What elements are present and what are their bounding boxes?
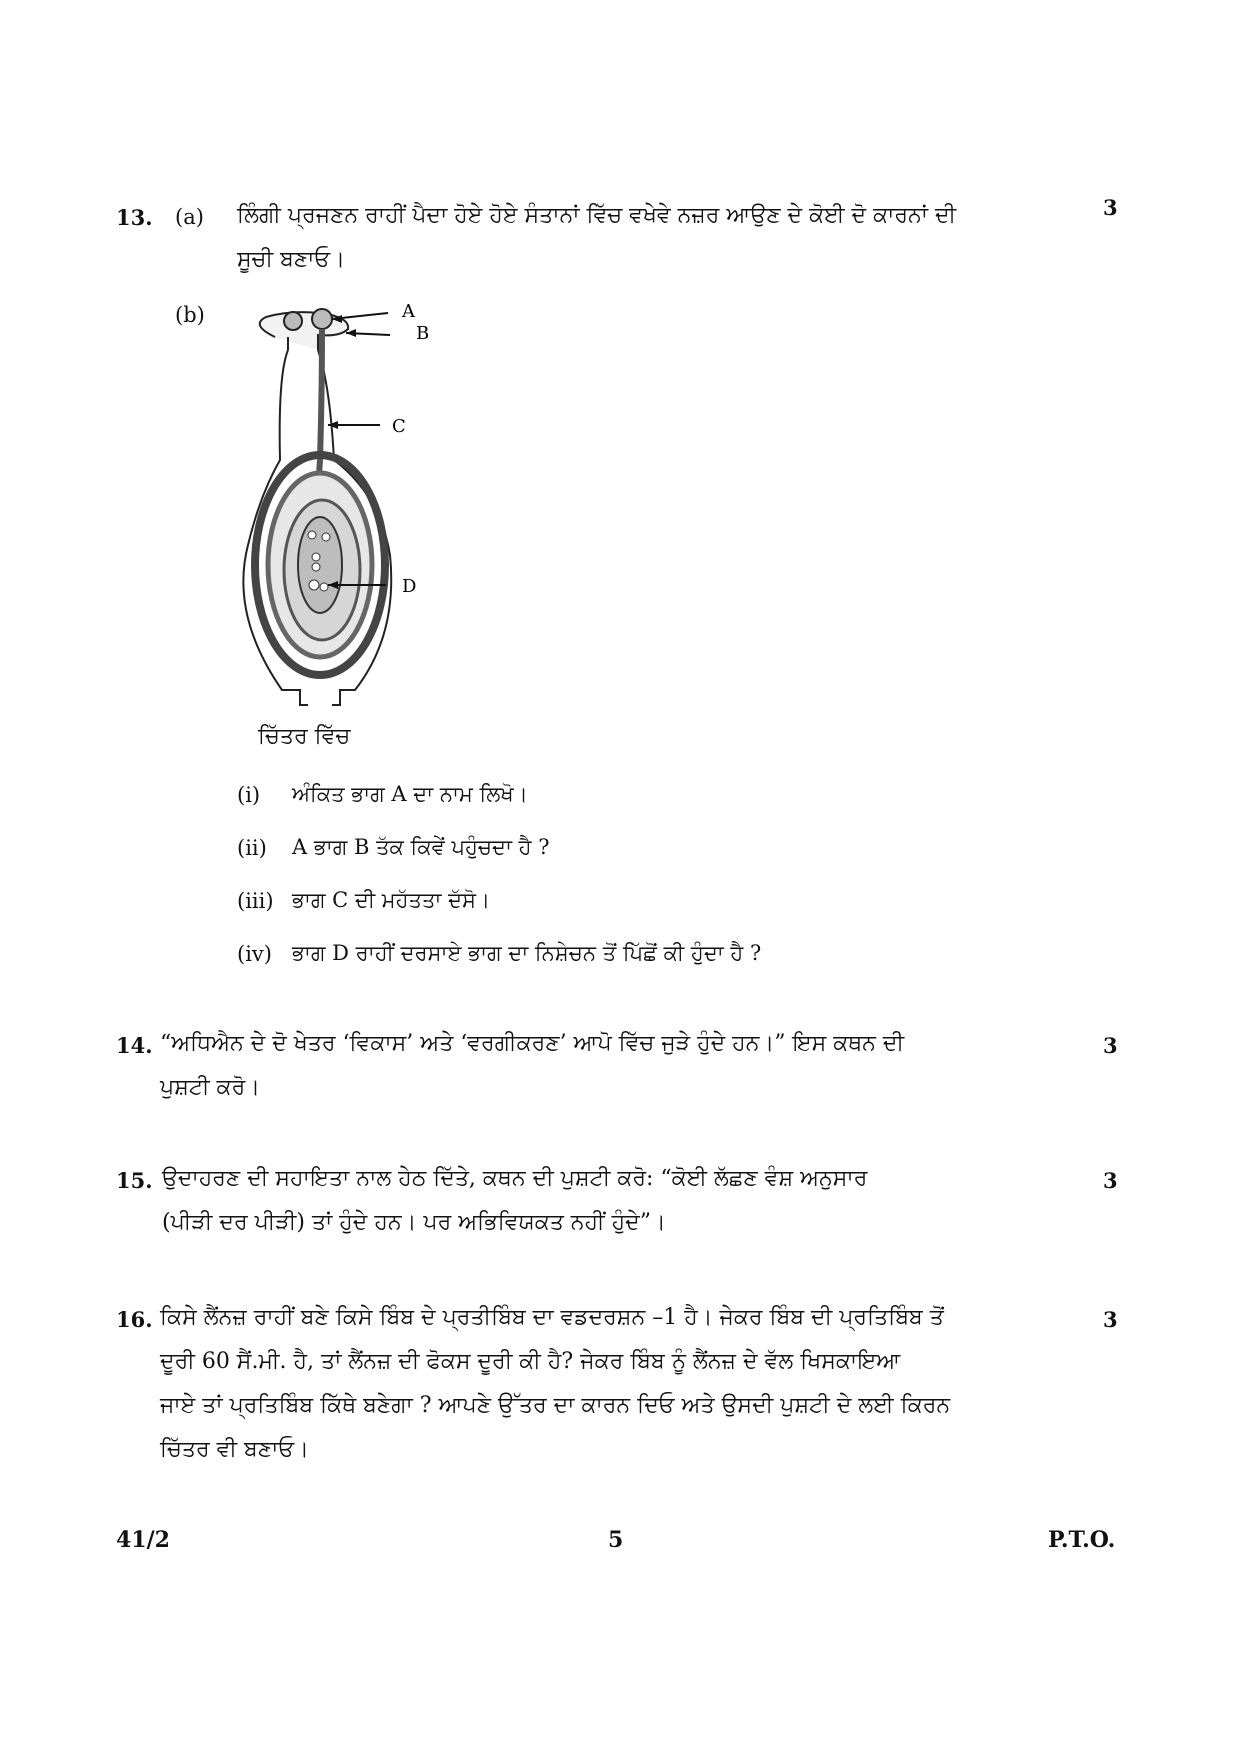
- please-turn-over: P.T.O.: [1048, 1527, 1116, 1553]
- q15-line2: (ਪੀੜੀ ਦਰ ਪੀੜੀ) ਤਾਂ ਹੁੰਦੇ ਹਨ। ਪਰ ਅਭਿਵਿਯਕਤ ਨਹੀਂ ਹੁੰਦੇ”।: [162, 1210, 666, 1235]
- subquestion-text: ਭਾਗ D ਰਾਹੀਂ ਦਰਸਾਏ ਭਾਗ ਦਾ ਨਿਸ਼ੇਚਨ ਤੋਂ ਪਿੱਛੋਂ ਕੀ ਹੁੰਦਾ ਹੈ ?: [292, 941, 762, 965]
- page-number: 5: [608, 1527, 624, 1553]
- embryo-sac-nucleus: [322, 533, 330, 541]
- q16-line2: ਦੂਰੀ 60 ਸੈਂ.ਮੀ. ਹੈ, ਤਾਂ ਲੈਂਨਜ਼ ਦੀ ਫੋਕਸ ਦੂਰੀ ਕੀ ਹੈ? ਜੇਕਰ ਬਿੰਬ ਨੂੰ ਲੈਂਨਜ਼ ਦੇ ਵੱਲ ਖਿਸਕਾਇਆ: [160, 1349, 901, 1374]
- question-14-number: 14.: [116, 1033, 153, 1058]
- q13-part-b-label: (b): [175, 303, 205, 327]
- figure-label-b: B: [416, 323, 430, 344]
- question-13-number: 13.: [116, 205, 153, 230]
- embryo-sac-nucleus: [308, 531, 316, 539]
- subquestion-label: (ii): [237, 835, 267, 860]
- q13-subquestions: [237, 768, 1077, 980]
- q16-text: [160, 1296, 1080, 1472]
- q13-part-a-line2: ਸੂਚੀ ਬਣਾਓ।: [237, 247, 346, 272]
- q14-line2: ਪੁਸ਼ਟੀ ਕਰੋ।: [160, 1075, 261, 1100]
- synergid: [320, 583, 328, 591]
- q13-part-a-label: (a): [175, 205, 204, 229]
- figure-label-d: D: [402, 576, 417, 597]
- q13-part-a-text: [237, 194, 1077, 282]
- figure-caption: ਚਿੱਤਰ ਵਿੱਚ: [258, 724, 351, 749]
- subquestion-item: [237, 821, 1077, 874]
- egg-cell: [309, 580, 319, 590]
- pollen-grain-right: [312, 309, 332, 329]
- subquestion-item: [237, 927, 1077, 980]
- pistil-figure: [230, 295, 470, 715]
- paper-code: 41/2: [116, 1527, 170, 1553]
- subquestion-label: (iv): [237, 941, 272, 966]
- q14-line1: “ਅਧਿਐਨ ਦੇ ਦੋ ਖੇਤਰ ‘ਵਿਕਾਸ’ ਅਤੇ ‘ਵਰਗੀਕਰਣ’ ਆਪੋ ਵਿੱਚ ਜੁੜੇ ਹੁੰਦੇ ਹਨ।” ਇਸ ਕਥਨ ਦੀ: [160, 1031, 905, 1056]
- subquestion-text: A ਭਾਗ B ਤੱਕ ਕਿਵੇਂ ਪਹੁੰਚਦਾ ਹੈ ?: [292, 835, 550, 859]
- q16-line4: ਚਿੱਤਰ ਵੀ ਬਣਾਓ।: [160, 1437, 309, 1462]
- subquestion-label: (iii): [237, 888, 274, 913]
- q13-part-a-line1: ਲਿੰਗੀ ਪ੍ਰਜਣਨ ਰਾਹੀਂ ਪੈਦਾ ਹੋਏ ਹੋਏ ਸੰਤਾਨਾਂ ਵਿੱਚ ਵਖੇਵੇ ਨਜ਼ਰ ਆਉਣ ਦੇ ਕੋਈ ਦੋ ਕਾਰਨਾਂ ਦੀ: [237, 203, 957, 228]
- q15-marks: 3: [1103, 1168, 1118, 1193]
- question-15-number: 15.: [116, 1168, 153, 1193]
- pollen-grain-left: [284, 312, 302, 330]
- q14-text: [160, 1022, 1080, 1110]
- q15-line1: ਉਦਾਹਰਣ ਦੀ ਸਹਾਇਤਾ ਨਾਲ ਹੇਠ ਦਿੱਤੇ, ਕਥਨ ਦੀ ਪੁਸ਼ਟੀ ਕਰੋ: “ਕੋਈ ਲੱਛਣ ਵੰਸ਼ ਅਨੁਸਾਰ: [162, 1166, 868, 1191]
- subquestion-item: [237, 768, 1077, 821]
- q16-line3: ਜਾਏ ਤਾਂ ਪ੍ਰਤਿਬਿੰਬ ਕਿੱਥੇ ਬਣੇਗਾ ? ਆਪਣੇ ਉੱਤਰ ਦਾ ਕਾਰਨ ਦਿਓ ਅਤੇ ਉਸਦੀ ਪੁਸ਼ਟੀ ਦੇ ਲਈ ਕਿਰਨ: [160, 1393, 951, 1418]
- question-16-number: 16.: [116, 1307, 153, 1332]
- subquestion-text: ਭਾਗ C ਦੀ ਮਹੱਤਤਾ ਦੱਸੋ।: [292, 888, 491, 912]
- embryo-sac-nucleus: [312, 563, 320, 571]
- figure-label-a: A: [402, 301, 415, 322]
- q13-marks: 3: [1103, 195, 1118, 220]
- figure-label-c: C: [392, 416, 406, 437]
- embryo-sac-nucleus: [312, 553, 320, 561]
- subquestion-text: ਅੰਕਿਤ ਭਾਗ A ਦਾ ਨਾਮ ਲਿਖੋ।: [292, 782, 528, 806]
- subquestion-label: (i): [237, 782, 261, 807]
- q15-text: [162, 1157, 1082, 1245]
- q16-line1: ਕਿਸੇ ਲੈਂਨਜ਼ ਰਾਹੀਂ ਬਣੇ ਕਿਸੇ ਬਿੰਬ ਦੇ ਪ੍ਰਤੀਬਿੰਬ ਦਾ ਵਡਦਰਸ਼ਨ –1 ਹੈ। ਜੇਕਰ ਬਿੰਬ ਦੀ ਪ੍ਰਤਿਬਿੰਬ ਤੋਂ: [160, 1305, 944, 1330]
- q16-marks: 3: [1103, 1307, 1118, 1332]
- q14-marks: 3: [1103, 1033, 1118, 1058]
- subquestion-item: [237, 874, 1077, 927]
